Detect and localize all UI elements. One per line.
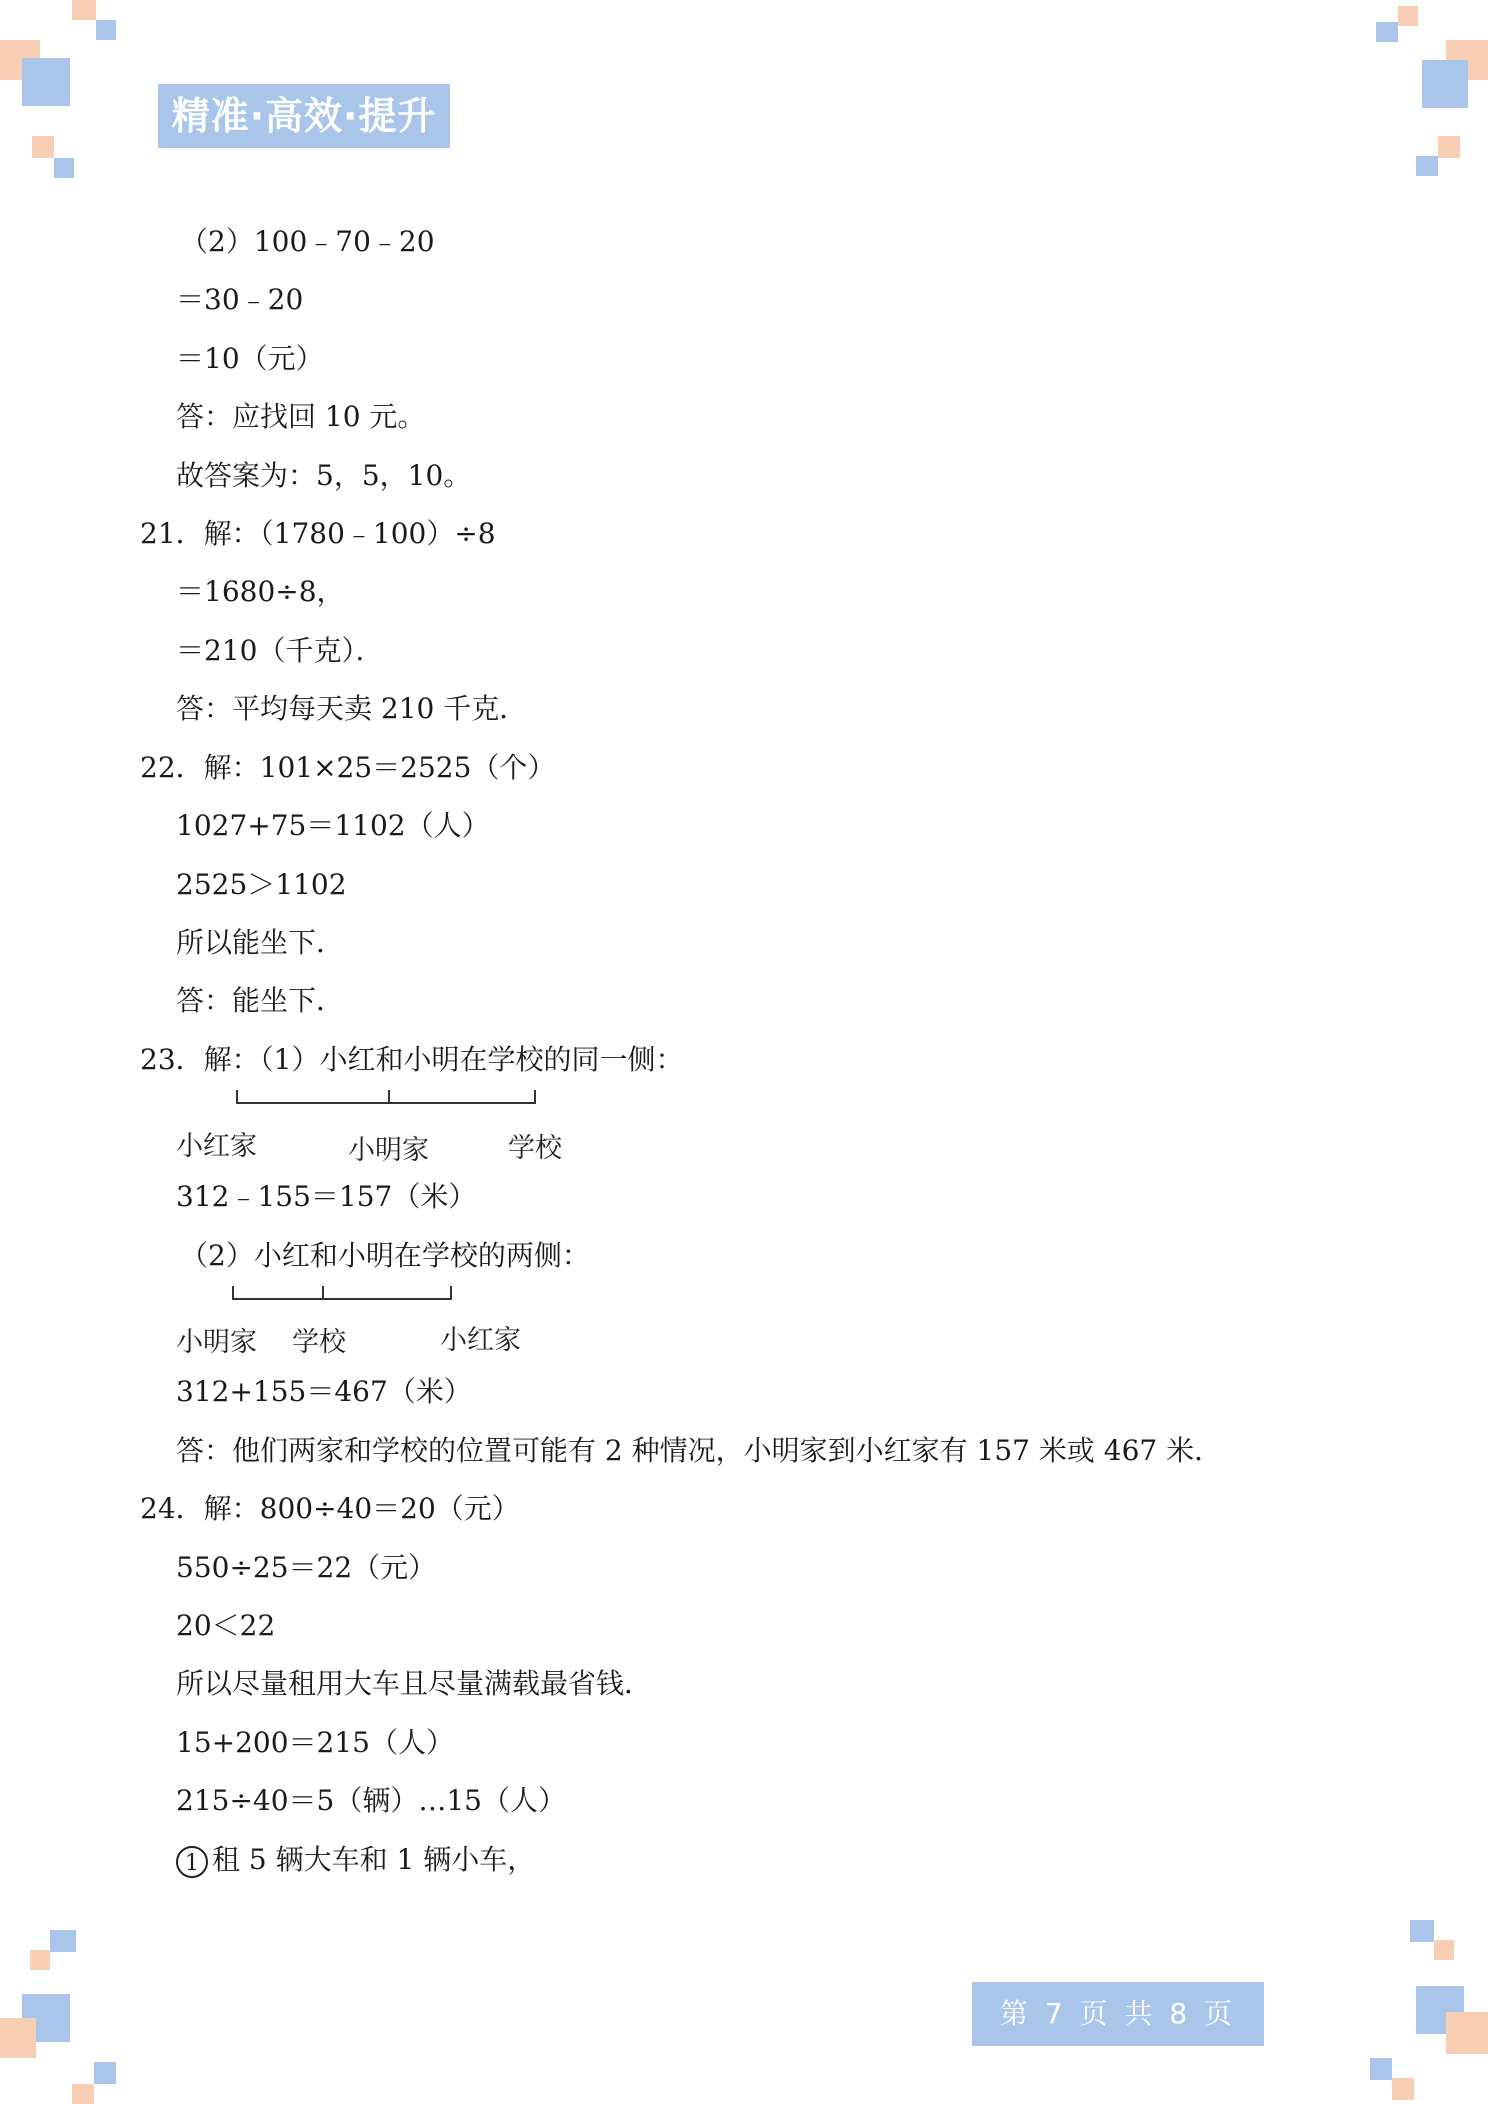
point-label: 学校 xyxy=(292,1327,346,1358)
decor-square xyxy=(96,20,116,40)
circled-number-marker: 1 xyxy=(176,1846,208,1878)
text-line: 2525＞1102 xyxy=(176,868,347,901)
text-line xyxy=(176,1840,535,1880)
tick-mark xyxy=(450,1286,452,1300)
tick-mark xyxy=(388,1090,390,1104)
decor-square xyxy=(50,1930,76,1952)
decor-square xyxy=(54,158,74,178)
question-22-line: 22．解：101×25＝2525（个） xyxy=(140,751,556,784)
text-line: （2）小红和小明在学校的两侧： xyxy=(180,1239,590,1272)
tick-mark xyxy=(322,1286,324,1300)
decor-square xyxy=(72,2084,94,2104)
text-line: 1027+75＝1102（人） xyxy=(176,809,490,842)
text-line: ＝10（元） xyxy=(176,342,324,375)
text-line: 215÷40＝5（辆）…15（人） xyxy=(176,1784,566,1817)
header-banner: 精准·高效·提升 xyxy=(158,84,450,148)
question-24-line: 24．解：800÷40＝20（元） xyxy=(140,1492,520,1525)
tick-mark xyxy=(236,1090,238,1104)
point-label: 学校 xyxy=(508,1133,562,1164)
text-line: ＝210（千克）． xyxy=(176,634,384,667)
decor-square xyxy=(72,0,96,20)
decor-square xyxy=(1376,22,1398,42)
tick-mark xyxy=(232,1286,234,1300)
text-line: 答：能坐下． xyxy=(176,984,345,1017)
text-line: 312﹣155＝157（米） xyxy=(176,1180,477,1213)
text-line: 所以能坐下． xyxy=(176,926,345,959)
text-line: 答：他们两家和学校的位置可能有 2 种情况，小明家到小红家有 157 米或 467 米． xyxy=(176,1434,1223,1467)
decor-square xyxy=(1398,6,1418,26)
point-label: 小红家 xyxy=(440,1325,521,1356)
decor-square xyxy=(1422,60,1468,108)
distance-line xyxy=(236,1102,536,1104)
question-23-line: 23．解：（1）小红和小明在学校的同一侧： xyxy=(140,1043,684,1076)
decor-square xyxy=(1370,2058,1392,2080)
tick-mark xyxy=(534,1090,536,1104)
text-line: 答：平均每天卖 210 千克． xyxy=(176,692,528,725)
text-line: ＝30﹣20 xyxy=(176,283,304,316)
text-line: 15+200＝215（人） xyxy=(176,1726,454,1759)
text-content: 租 5 辆大车和 1 辆小车， xyxy=(212,1843,536,1876)
decor-square xyxy=(1434,1940,1454,1960)
question-21-line: 21．解：（1780﹣100）÷8 xyxy=(140,517,496,550)
line-diagram-both-sides xyxy=(172,1284,572,1360)
text-line: 故答案为：5，5，10。 xyxy=(176,459,472,492)
text-line: 所以尽量租用大车且尽量满载最省钱． xyxy=(176,1667,653,1700)
text-line: 312+155＝467（米） xyxy=(176,1375,472,1408)
decor-square xyxy=(1410,1920,1434,1942)
text-line: （2）100﹣70﹣20 xyxy=(180,225,435,258)
distance-line xyxy=(232,1298,452,1300)
text-line: 答：应找回 10 元。 xyxy=(176,400,426,433)
decor-square xyxy=(32,136,54,158)
decor-square xyxy=(30,1950,50,1970)
point-label: 小红家 xyxy=(176,1131,257,1162)
point-label: 小明家 xyxy=(348,1135,429,1166)
decor-square xyxy=(22,58,70,106)
decor-square xyxy=(1438,136,1460,158)
point-label: 小明家 xyxy=(176,1327,257,1358)
text-line: ＝1680÷8， xyxy=(176,575,345,608)
line-diagram-same-side xyxy=(172,1088,572,1168)
page-number-footer: 第 7 页 共 8 页 xyxy=(972,1982,1264,2046)
text-line: 20＜22 xyxy=(176,1609,276,1642)
decor-square xyxy=(1416,156,1438,176)
decor-square xyxy=(0,2018,36,2058)
decor-square xyxy=(1392,2078,1414,2100)
decor-square xyxy=(1446,2012,1488,2054)
decor-square xyxy=(94,2062,116,2084)
text-line: 550÷25＝22（元） xyxy=(176,1551,437,1584)
